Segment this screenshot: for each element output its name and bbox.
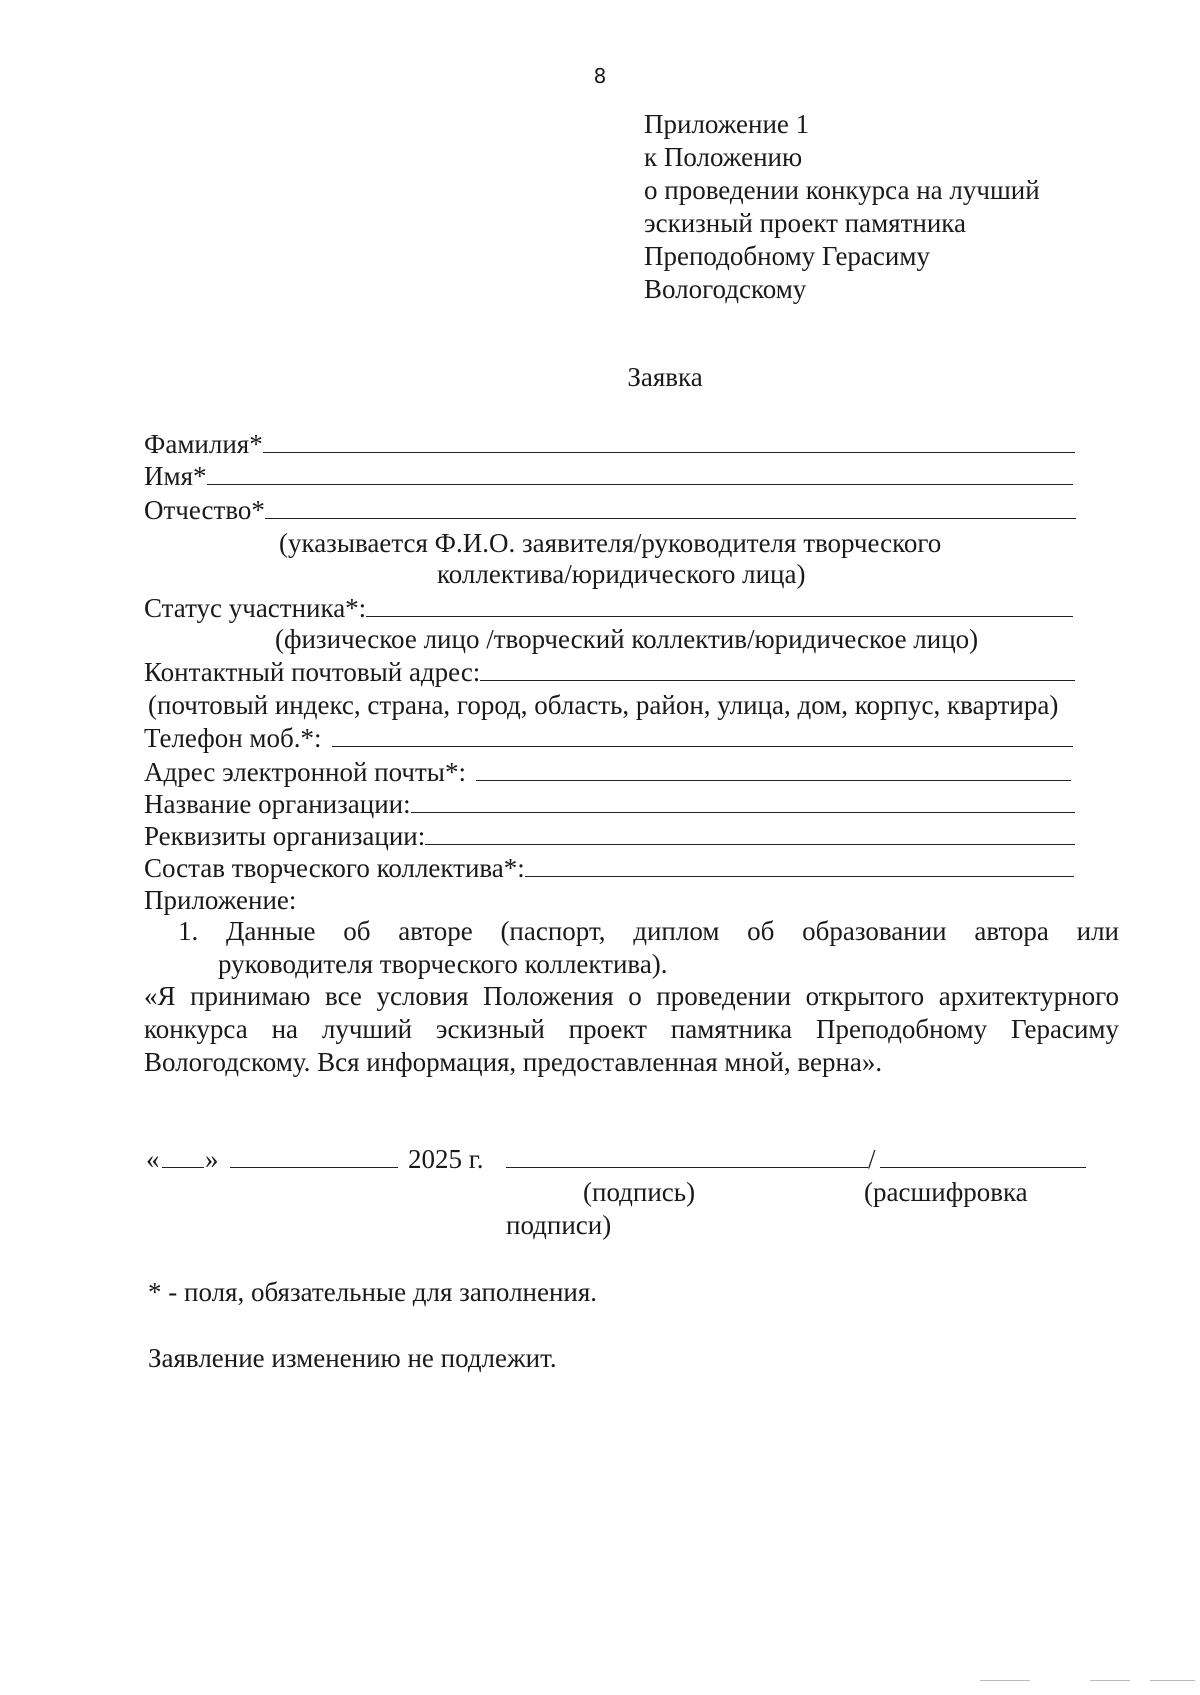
signature-blank[interactable] [506, 1167, 868, 1168]
attachment-label: Приложение: [144, 885, 297, 915]
address-blank[interactable] [480, 680, 1075, 681]
footnote: * - поля, обязательные для заполнения. [148, 1277, 598, 1307]
appendix-line: Вологодскому [644, 274, 807, 304]
name-label: Имя* [144, 461, 207, 491]
decoding-label-line-2: подписи) [506, 1210, 612, 1240]
org-name-field[interactable] [144, 788, 1075, 820]
org-details-label: Реквизиты организации: [144, 821, 426, 851]
phone-field[interactable] [144, 722, 1073, 754]
status-label: Статус участника*: [144, 593, 367, 623]
address-label: Контактный почтовый адрес: [144, 657, 481, 687]
fio-hint-line-2: коллектива/юридического лица) [437, 559, 806, 589]
team-blank[interactable] [525, 876, 1074, 877]
phone-label: Телефон моб.*: [144, 723, 322, 753]
surname-label: Фамилия* [144, 429, 263, 459]
declaration-line-2: конкурса на лучший эскизный проект памятника Преподобному Герасиму [144, 1014, 1119, 1044]
appendix-line: к Положению [644, 142, 803, 172]
scan-artifact [1090, 1680, 1130, 1681]
appendix-line: Приложение 1 [644, 109, 810, 139]
email-blank[interactable] [476, 780, 1071, 781]
fio-hint-line-1: (указывается Ф.И.О. заявителя/руководителя творческого [279, 528, 942, 558]
appendix-line: о проведении конкурса на лучший [644, 175, 1040, 205]
surname-blank[interactable] [263, 452, 1075, 453]
declaration [144, 980, 1119, 1079]
date-close-quote: » [205, 1144, 219, 1174]
org-details-field[interactable] [144, 820, 1075, 852]
email-field[interactable] [144, 756, 1071, 788]
attachment-item-text-1: Данные об авторе (паспорт, диплом об образовании автора или [226, 916, 1119, 946]
org-name-label: Название организации: [144, 789, 411, 819]
patronymic-field[interactable] [144, 494, 1076, 526]
attachment-item-line-1 [178, 915, 1119, 948]
document-title: Заявка [627, 362, 703, 392]
patronymic-blank[interactable] [265, 518, 1076, 519]
phone-blank[interactable] [332, 746, 1073, 747]
date-open-quote: « [146, 1144, 160, 1174]
appendix-reference [644, 108, 1164, 306]
day-blank[interactable] [162, 1167, 204, 1168]
attachment-item-line-2: руководителя творческого коллектива). [218, 949, 668, 979]
notice: Заявление изменению не подлежит. [148, 1343, 557, 1373]
org-name-blank[interactable] [411, 812, 1075, 813]
address-field[interactable] [144, 656, 1075, 688]
patronymic-label: Отчество* [144, 495, 265, 525]
declaration-line-3: Вологодскому. Вся информация, предоставленная мной, верна». [144, 1047, 883, 1077]
decoding-label-line-1: (расшифровка [864, 1177, 1028, 1207]
scan-artifact [1150, 1680, 1195, 1681]
attachment-item [178, 915, 1119, 981]
appendix-line: Преподобному Герасиму [644, 241, 930, 271]
year-text: 2025 г. [408, 1144, 484, 1174]
decoding-blank[interactable] [880, 1167, 1086, 1168]
address-hint: (почтовый индекс, страна, город, область, район, улица, дом, корпус, квартира) [148, 690, 1059, 720]
scan-artifact [980, 1680, 1030, 1681]
signature-slash: / [868, 1144, 876, 1174]
name-blank[interactable] [207, 484, 1073, 485]
attachment-item-number: 1. [178, 916, 199, 946]
email-label: Адрес электронной почты*: [144, 757, 466, 787]
surname-field[interactable] [144, 428, 1075, 460]
team-field[interactable] [144, 852, 1074, 884]
month-blank[interactable] [230, 1167, 398, 1168]
status-field[interactable] [144, 592, 1073, 624]
status-hint: (физическое лицо /творческий коллектив/юридическое лицо) [275, 624, 979, 654]
page-number: 8 [593, 64, 607, 88]
appendix-line: эскизный проект памятника [644, 208, 966, 238]
org-details-blank[interactable] [425, 844, 1075, 845]
status-blank[interactable] [366, 616, 1073, 617]
signature-label: (подпись) [583, 1177, 696, 1207]
name-field[interactable] [144, 460, 1073, 492]
declaration-line-1: «Я принимаю все условия Положения о проведении открытого архитектурного [144, 981, 1119, 1011]
team-label: Состав творческого коллектива*: [144, 853, 525, 883]
